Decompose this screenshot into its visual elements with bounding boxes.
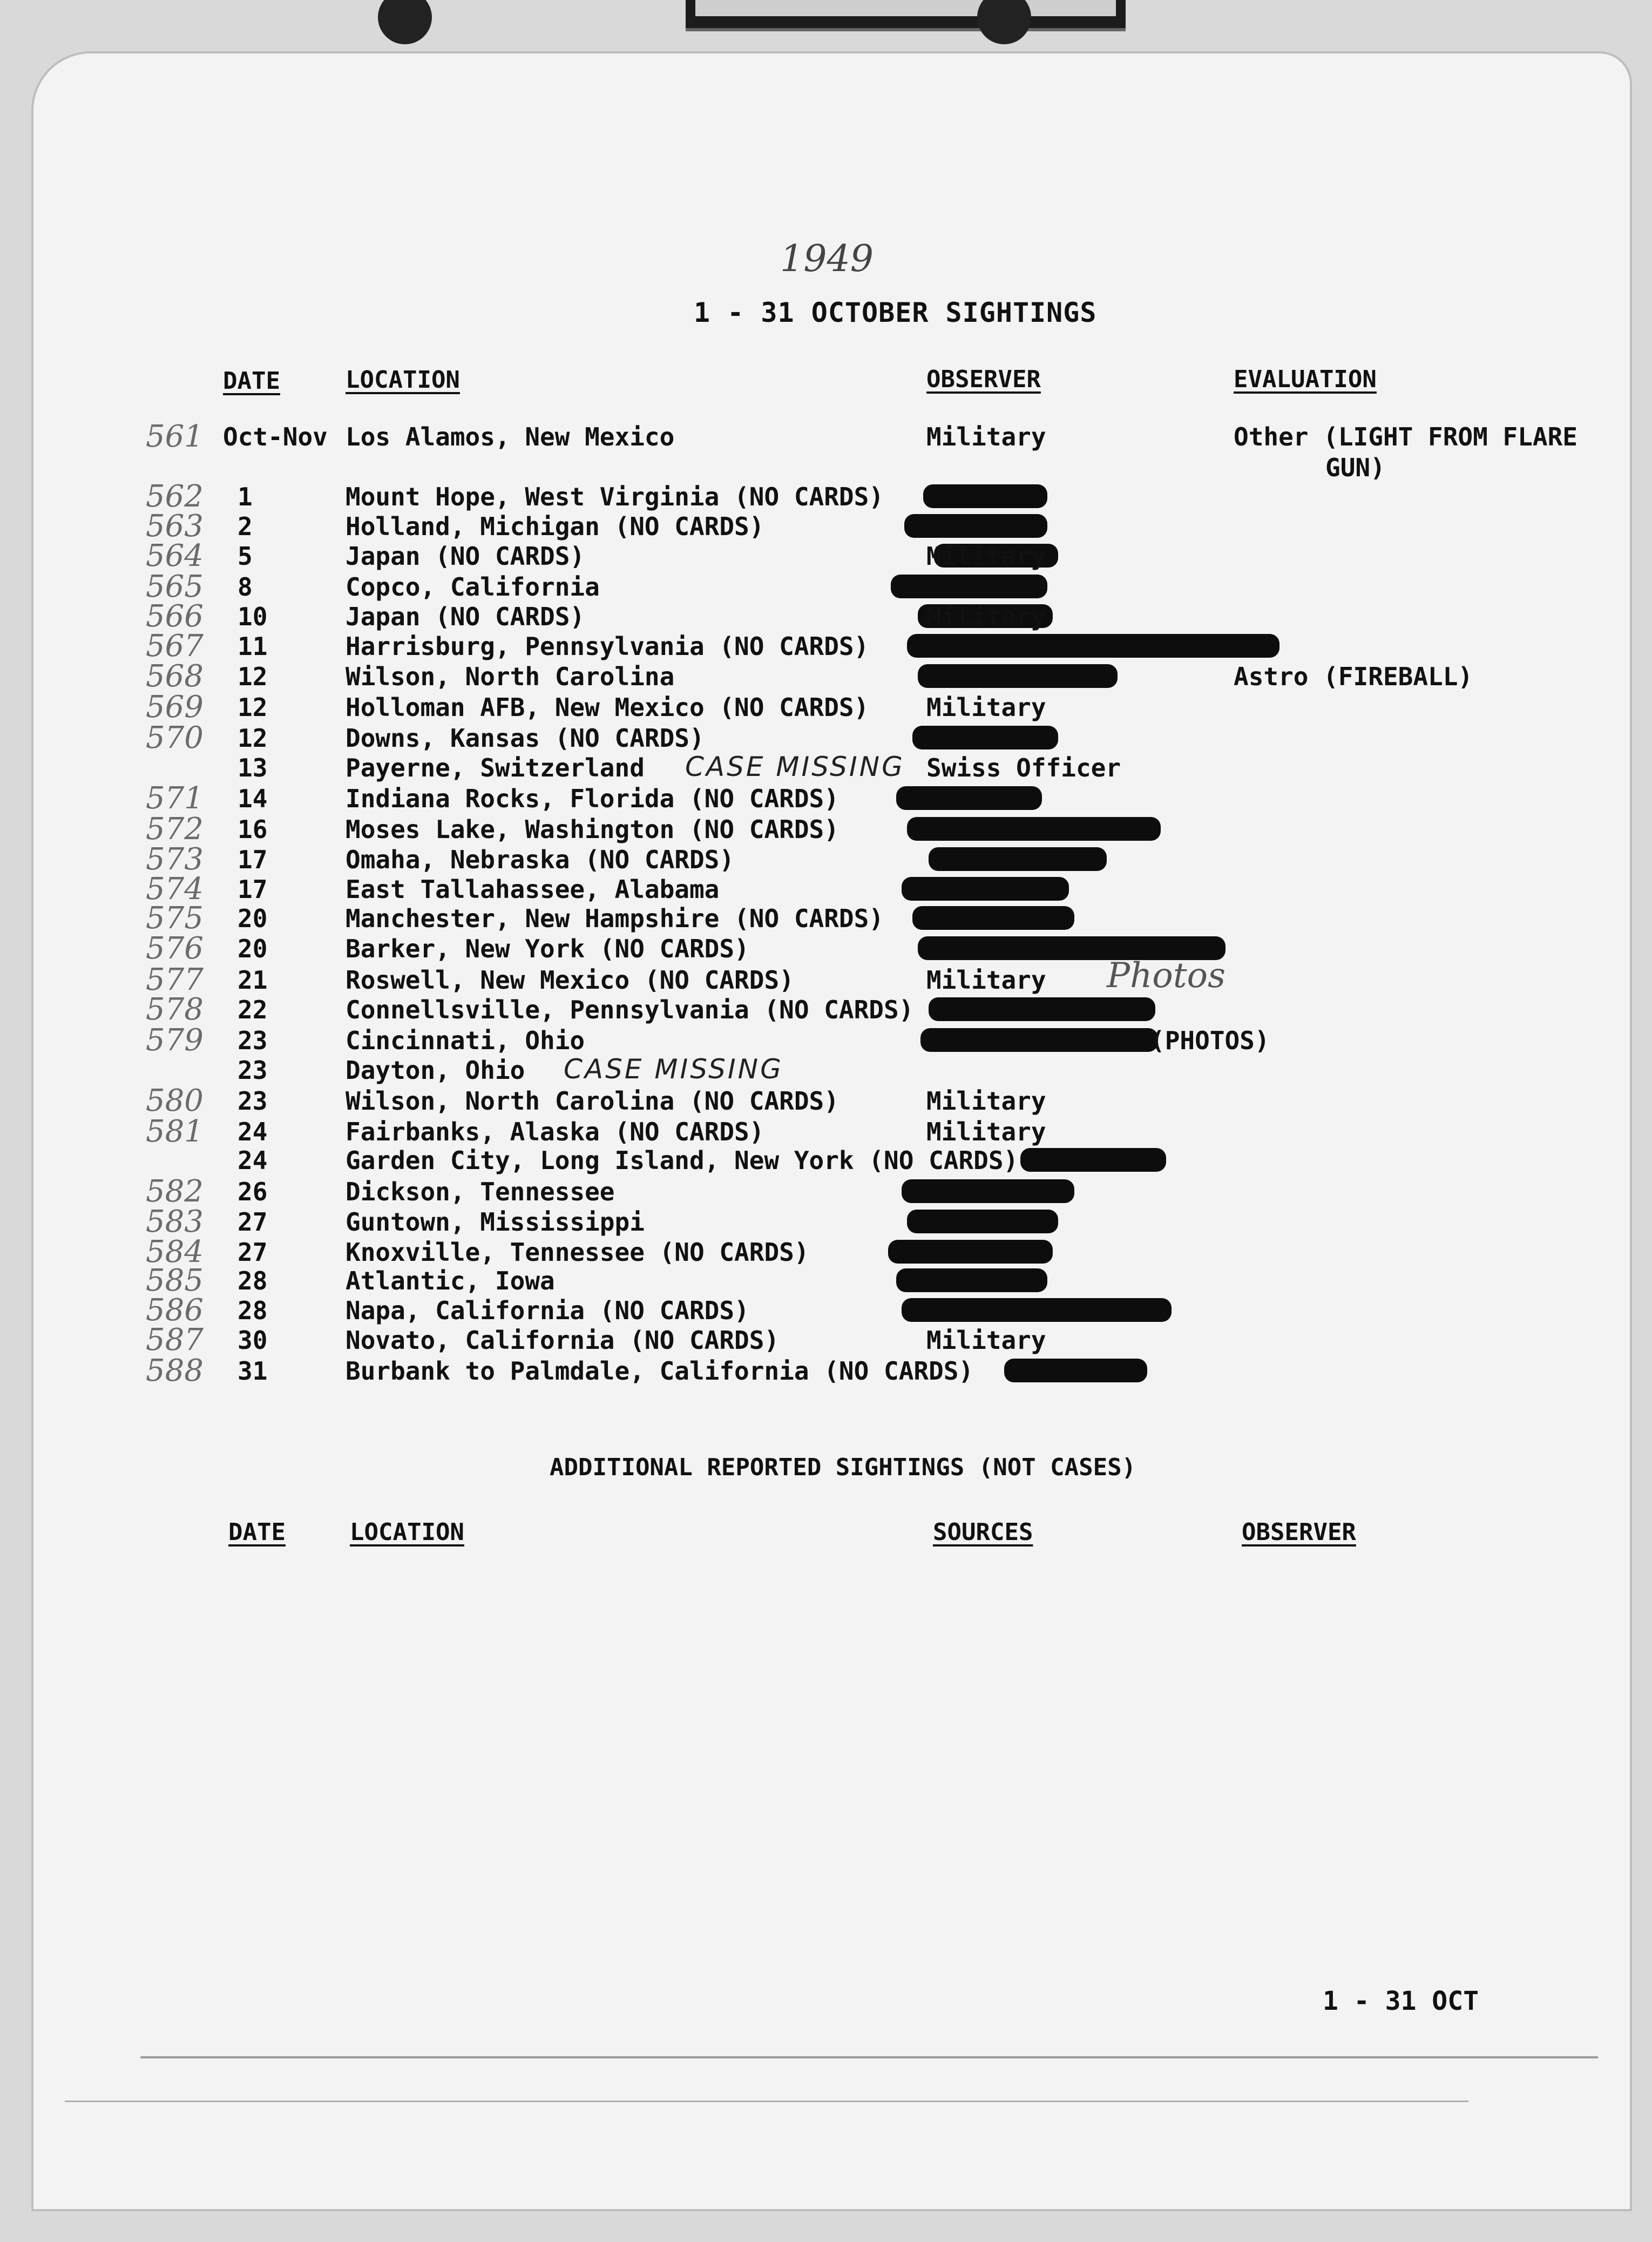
row-location: Wilson, North Carolina (NO CARDS)	[346, 1086, 839, 1116]
footer-range: 1 - 31 OCT	[1323, 1986, 1479, 2016]
row-location: Fairbanks, Alaska (NO CARDS)	[346, 1117, 764, 1146]
redaction-bar	[888, 1240, 1053, 1264]
row-date: 14	[238, 784, 268, 813]
case-number: 571	[146, 781, 204, 816]
redaction-bar	[929, 847, 1107, 871]
case-number: 586	[146, 1293, 204, 1328]
row-location: Garden City, Long Island, New York (NO CARDS)	[346, 1146, 1019, 1175]
row-observer: Military	[926, 693, 1046, 722]
header-location: LOCATION	[346, 366, 460, 394]
case-number: 578	[146, 992, 204, 1027]
redaction-bar	[907, 1210, 1058, 1233]
row-evaluation: Astro (FIREBALL)	[1234, 662, 1473, 691]
case-number: 569	[146, 690, 204, 725]
row-location: Novato, California (NO CARDS)	[346, 1326, 780, 1355]
row-date: 30	[238, 1326, 268, 1355]
row-date: 23	[238, 1026, 268, 1055]
redaction-bar	[902, 1179, 1074, 1203]
row-date: 28	[238, 1296, 268, 1325]
case-number: 573	[146, 842, 204, 877]
row-location: Harrisburg, Pennsylvania (NO CARDS)	[346, 632, 869, 661]
row-location: Dayton, Ohio	[346, 1056, 525, 1085]
row-date: 17	[238, 845, 268, 874]
redaction-bar	[912, 906, 1074, 930]
row-date: 24	[238, 1117, 268, 1146]
row-date: 2	[238, 512, 253, 541]
row-date: 26	[238, 1177, 268, 1206]
row-evaluation-cont: GUN)	[1325, 453, 1385, 482]
redaction-bar	[907, 634, 1279, 658]
row-observer: Swiss Officer	[926, 753, 1121, 782]
case-missing-note: CASE MISSING	[685, 751, 905, 782]
row-location: Roswell, New Mexico (NO CARDS)	[346, 965, 794, 995]
row-location: Japan (NO CARDS)	[346, 542, 585, 571]
case-number: 574	[146, 872, 204, 907]
row-date: 8	[238, 572, 253, 602]
row-date: 31	[238, 1356, 268, 1386]
redaction-bar	[923, 484, 1047, 508]
case-number: 585	[146, 1263, 204, 1298]
case-number: 584	[146, 1234, 204, 1269]
redaction-bar	[896, 1268, 1047, 1292]
row-date: 17	[238, 875, 268, 904]
row-location: Barker, New York (NO CARDS)	[346, 934, 749, 963]
row-location: Mount Hope, West Virginia (NO CARDS)	[346, 482, 884, 511]
case-number: 588	[146, 1353, 204, 1388]
row-location: Holland, Michigan (NO CARDS)	[346, 512, 764, 541]
row-location: Knoxville, Tennessee (NO CARDS)	[346, 1238, 809, 1267]
case-number: 566	[146, 599, 204, 634]
handwritten-year: 1949	[780, 238, 874, 280]
case-number: 572	[146, 812, 204, 847]
row-date: 20	[238, 904, 268, 933]
row-location: Holloman AFB, New Mexico (NO CARDS)	[346, 693, 869, 722]
case-number: 582	[146, 1174, 204, 1209]
row-date: 1	[238, 482, 253, 511]
row-observer: Military	[926, 1086, 1046, 1116]
row-date: 23	[238, 1056, 268, 1085]
case-number: 580	[146, 1083, 204, 1118]
header-date: DATE	[223, 367, 280, 395]
row-observer: Military	[926, 542, 1046, 571]
document-title: 1 - 31 OCTOBER SIGHTINGS	[694, 297, 1097, 328]
row-location: Japan (NO CARDS)	[346, 602, 585, 631]
case-number: 576	[146, 931, 204, 966]
redaction-bar	[1004, 1359, 1147, 1382]
row-location: Downs, Kansas (NO CARDS)	[346, 724, 705, 753]
row-location: Atlantic, Iowa	[346, 1266, 555, 1295]
case-number: 579	[146, 1023, 204, 1058]
additional-title: ADDITIONAL REPORTED SIGHTINGS (NOT CASES)	[550, 1454, 1136, 1481]
row-location: Indiana Rocks, Florida (NO CARDS)	[346, 784, 839, 813]
redaction-bar	[907, 817, 1161, 841]
case-number: 567	[146, 629, 204, 664]
redaction-bar	[902, 877, 1069, 901]
row-date: 16	[238, 815, 268, 844]
row-location: Cincinnati, Ohio	[346, 1026, 585, 1055]
bottom-rule-2	[65, 2101, 1468, 2102]
redaction-bar	[918, 664, 1118, 688]
row-location: East Tallahassee, Alabama	[346, 875, 720, 904]
bottom-rule	[140, 2056, 1598, 2058]
row-location: Manchester, New Hampshire (NO CARDS)	[346, 904, 884, 933]
case-number: 577	[146, 962, 204, 997]
row-location: Guntown, Mississippi	[346, 1207, 645, 1237]
header-observer: OBSERVER	[926, 366, 1041, 393]
case-number: 562	[146, 479, 204, 514]
case-number: 587	[146, 1322, 204, 1358]
row-date: 10	[238, 602, 268, 631]
redaction-bar	[891, 575, 1047, 598]
row-location: Wilson, North Carolina	[346, 662, 675, 691]
row-date: 23	[238, 1086, 268, 1116]
row-location: Omaha, Nebraska (NO CARDS)	[346, 845, 735, 874]
row-date: 13	[238, 753, 268, 782]
row-observer: Military	[926, 965, 1046, 995]
redaction-bar	[920, 1028, 1158, 1052]
case-number: 565	[146, 569, 204, 604]
row-observer: Military	[926, 422, 1046, 451]
row-location: Payerne, Switzerland	[346, 753, 645, 782]
additional-header-observer: OBSERVER	[1242, 1518, 1356, 1546]
case-number: 570	[146, 720, 204, 755]
row-location: Copco, California	[346, 572, 600, 602]
row-evaluation: Other (LIGHT FROM FLARE	[1234, 422, 1577, 451]
row-observer: Military	[926, 602, 1046, 631]
handwritten-photos-note: Photos	[1107, 956, 1226, 996]
row-location: Napa, California (NO CARDS)	[346, 1296, 749, 1325]
row-location: Los Alamos, New Mexico	[346, 422, 675, 451]
row-date: 20	[238, 934, 268, 963]
redaction-bar	[896, 786, 1042, 810]
row-observer: Military	[926, 1117, 1046, 1146]
case-missing-note: CASE MISSING	[564, 1054, 783, 1085]
additional-header-location: LOCATION	[350, 1518, 464, 1546]
row-date: 24	[238, 1146, 268, 1175]
redaction-bar	[902, 1298, 1172, 1322]
case-number: 583	[146, 1204, 204, 1239]
header-evaluation: EVALUATION	[1234, 366, 1377, 393]
row-date: 28	[238, 1266, 268, 1295]
additional-header-sources: SOURCES	[933, 1518, 1033, 1546]
row-date: Oct-Nov	[223, 422, 328, 451]
row-date: 12	[238, 724, 268, 753]
row-location: Dickson, Tennessee	[346, 1177, 615, 1206]
additional-header-date: DATE	[228, 1518, 286, 1546]
redaction-bar	[929, 997, 1155, 1021]
row-date: 22	[238, 995, 268, 1024]
row-date: 12	[238, 662, 268, 691]
case-number: 575	[146, 901, 204, 936]
row-location: Moses Lake, Washington (NO CARDS)	[346, 815, 839, 844]
punch-hole-left	[378, 0, 432, 44]
row-date: 21	[238, 965, 268, 995]
case-number: 568	[146, 659, 204, 694]
case-number: 564	[146, 538, 204, 573]
row-location: Burbank to Palmdale, California (NO CARDS)	[346, 1356, 974, 1386]
binder-clip	[686, 0, 1126, 31]
case-number: 563	[146, 509, 204, 544]
row-location: Connellsville, Pennsylvania (NO CARDS)	[346, 995, 914, 1024]
redaction-bar	[912, 726, 1058, 749]
row-date: 5	[238, 542, 253, 571]
case-number: 561	[146, 419, 204, 454]
case-number: 581	[146, 1114, 204, 1149]
row-date: 27	[238, 1207, 268, 1237]
redaction-bar	[1020, 1148, 1166, 1172]
redaction-bar	[904, 514, 1047, 538]
row-observer: Military	[926, 1326, 1046, 1355]
punch-hole-right	[977, 0, 1031, 44]
row-date: 11	[238, 632, 268, 661]
row-observer: (PHOTOS)	[1150, 1026, 1270, 1055]
row-date: 27	[238, 1238, 268, 1267]
row-date: 12	[238, 693, 268, 722]
